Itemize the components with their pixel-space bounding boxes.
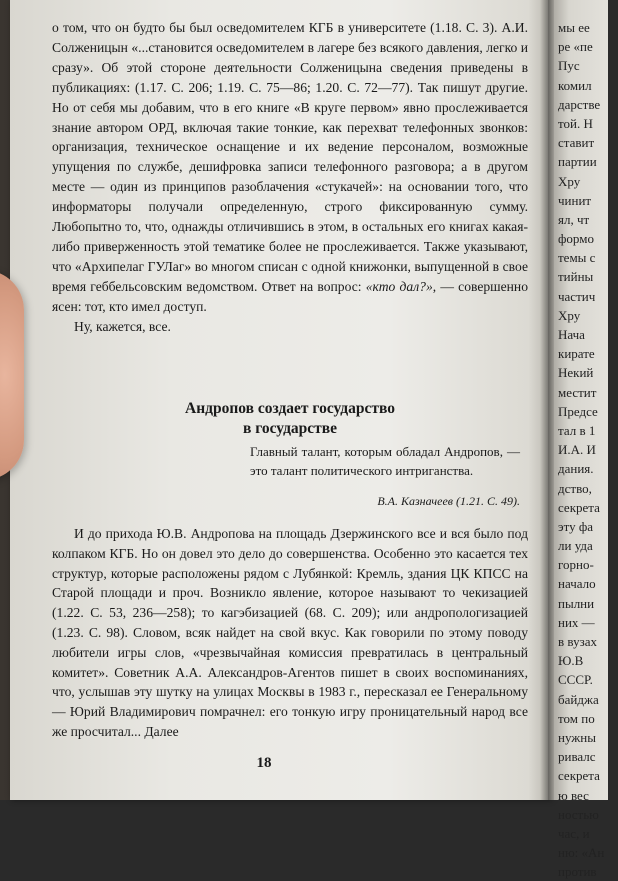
right-page-line: ставит bbox=[558, 135, 595, 151]
epigraph-source: В.А. Казначеев (1.21. С. 49). bbox=[377, 494, 520, 508]
right-page-line: том по bbox=[558, 710, 595, 726]
right-page-line: Нача bbox=[558, 327, 585, 342]
section-title-line-1: Андропов создает государство bbox=[185, 400, 395, 417]
right-page-line: секрета bbox=[558, 768, 600, 784]
right-page-line: Хру bbox=[558, 173, 581, 189]
thumb bbox=[0, 270, 24, 480]
right-page-line: эту фа bbox=[558, 518, 594, 534]
paragraph-1-italic: «кто дал?» bbox=[365, 278, 433, 294]
right-page-line: формо bbox=[558, 231, 594, 247]
right-page-line: горно- bbox=[558, 557, 594, 573]
right-page-line: тийны bbox=[558, 269, 594, 285]
right-page-line: ю вес bbox=[558, 787, 589, 803]
right-page-line: Предсе bbox=[558, 403, 598, 419]
right-page-line: ривалс bbox=[558, 749, 596, 765]
right-page-line: СССР. bbox=[558, 672, 593, 688]
right-page-line: комил bbox=[558, 77, 592, 93]
paragraph-3-text: И до прихода Ю.В. Андропова на площадь Дзержинского все и вся было под колпаком КГБ. Но он довел это дело до совершенства. Особенно это касается тех структур, которые расположены рядом с Лубянкой: Кремль, здания ЦК КПСС на Старой площади и проч. Возникло явление, которое называют то чекизацией (1.22. С. 53, 236—258); то кагэбизацией (68. С. 209); или андропологизацией (1.23. С. 98). Словом, всяк найдет на свой вкус. Как говорили по этому поводу любители игры слов, «чрезвычайная комиссия превратилась в центральный комитет». Советник А.А. Александров-Агентов пишет в своих воспоминаниях, что, услышав эту шутку на улицах Москвы в 1983 г., пересказал ее Генеральному — Юрий Владимирович помрачнел: его тонкую игру проницательный народ все же просчитал... Далее bbox=[52, 526, 528, 739]
right-page-line: чинит bbox=[558, 192, 592, 208]
right-page-line: начало bbox=[558, 576, 596, 592]
right-page-line: темы с bbox=[558, 250, 596, 266]
page-number: 18 bbox=[256, 755, 272, 771]
right-page-line: Некий bbox=[558, 365, 594, 381]
right-page-line: пылни bbox=[558, 595, 595, 611]
right-page-line: партии bbox=[558, 154, 597, 170]
right-page-line: тал в 1 bbox=[558, 422, 596, 438]
right-page-line: час, и bbox=[558, 825, 590, 841]
right-page-line: Ю.В bbox=[558, 653, 584, 669]
right-page-line: в вузах bbox=[558, 634, 597, 649]
paragraph-2: Ну, кажется, все. bbox=[74, 318, 171, 334]
paragraph-1-text: о том, что он будто бы был осведомителем КГБ в университете (1.18. С. 3). А.И. Солженицын «...становится осведомителем в лагере без всякого давления, легко и сразу». Об этой стороне деятельности Солженицына сведения приведены в публикациях: (1.17. С. 206; 1.19. С. 75—86; 1.20. С. 72—77). Так пишут другие. Но от себя мы добавим, что в его книге «В круге первом» явно прослеживается знание автором ОРД, включая такие тонкие, как перехват телефонных звонков: организация, техническое оснащение и их ведение персоналом, возможные упущения по службе, дешифровка записи телефонного разговора; а в другом месте — один из принципов разоблачения «стукачей»: на основании того, что информаторы получали определенную, строго фиксированную сумму. Любопытно то, что, однажды отличившись в этом, в остальных его книгах какая-либо приверженность этой тематике более не прослеживается. Также указывают, что «Архипелаг ГУЛаг» во многом списан с одной книжонки, выпущенной в свое время геббельсовским ведомством. Ответ на вопрос: bbox=[52, 20, 528, 294]
paragraph-3 bbox=[52, 524, 528, 742]
right-page-line: нужны bbox=[558, 729, 596, 745]
right-page-line: Хру bbox=[558, 307, 581, 323]
section-title bbox=[52, 399, 528, 439]
right-page-line: ню: «Ан bbox=[558, 845, 605, 861]
right-page-line: той. Н bbox=[558, 115, 593, 131]
right-page-text bbox=[558, 18, 618, 881]
right-page-line: кирате bbox=[558, 346, 595, 362]
top-text-block bbox=[52, 18, 528, 337]
right-page-line: ре «пе bbox=[558, 39, 593, 55]
right-page-line: байджа bbox=[558, 691, 599, 707]
right-page-line: И.А. И bbox=[558, 442, 596, 458]
section-title-line-2: в государстве bbox=[242, 420, 338, 437]
right-page-line: секрета bbox=[558, 499, 600, 515]
right-page-line: дство, bbox=[558, 480, 592, 496]
right-page-line: местит bbox=[558, 384, 597, 400]
book-gutter bbox=[540, 0, 554, 800]
right-page-line: частич bbox=[558, 288, 596, 304]
right-page-line: Пус bbox=[558, 58, 580, 74]
right-page-line: против bbox=[558, 864, 597, 880]
epigraph: Главный талант, которым обладал Андропов, — это талант политического интриганства. bbox=[250, 444, 520, 478]
paragraph-1-end: , — совершенно ясен: тот, кто имел доступ. bbox=[52, 278, 529, 314]
right-page-line: ностью bbox=[558, 806, 599, 822]
right-page-line: мы ее bbox=[558, 20, 590, 35]
right-page-line: них — bbox=[558, 614, 595, 630]
right-page-line: дарстве bbox=[558, 96, 601, 112]
paragraph-1 bbox=[52, 18, 528, 317]
right-page-line: ял, чт bbox=[558, 211, 590, 227]
right-page-line: дания. bbox=[558, 461, 594, 477]
right-page-line: ли уда bbox=[558, 538, 593, 554]
